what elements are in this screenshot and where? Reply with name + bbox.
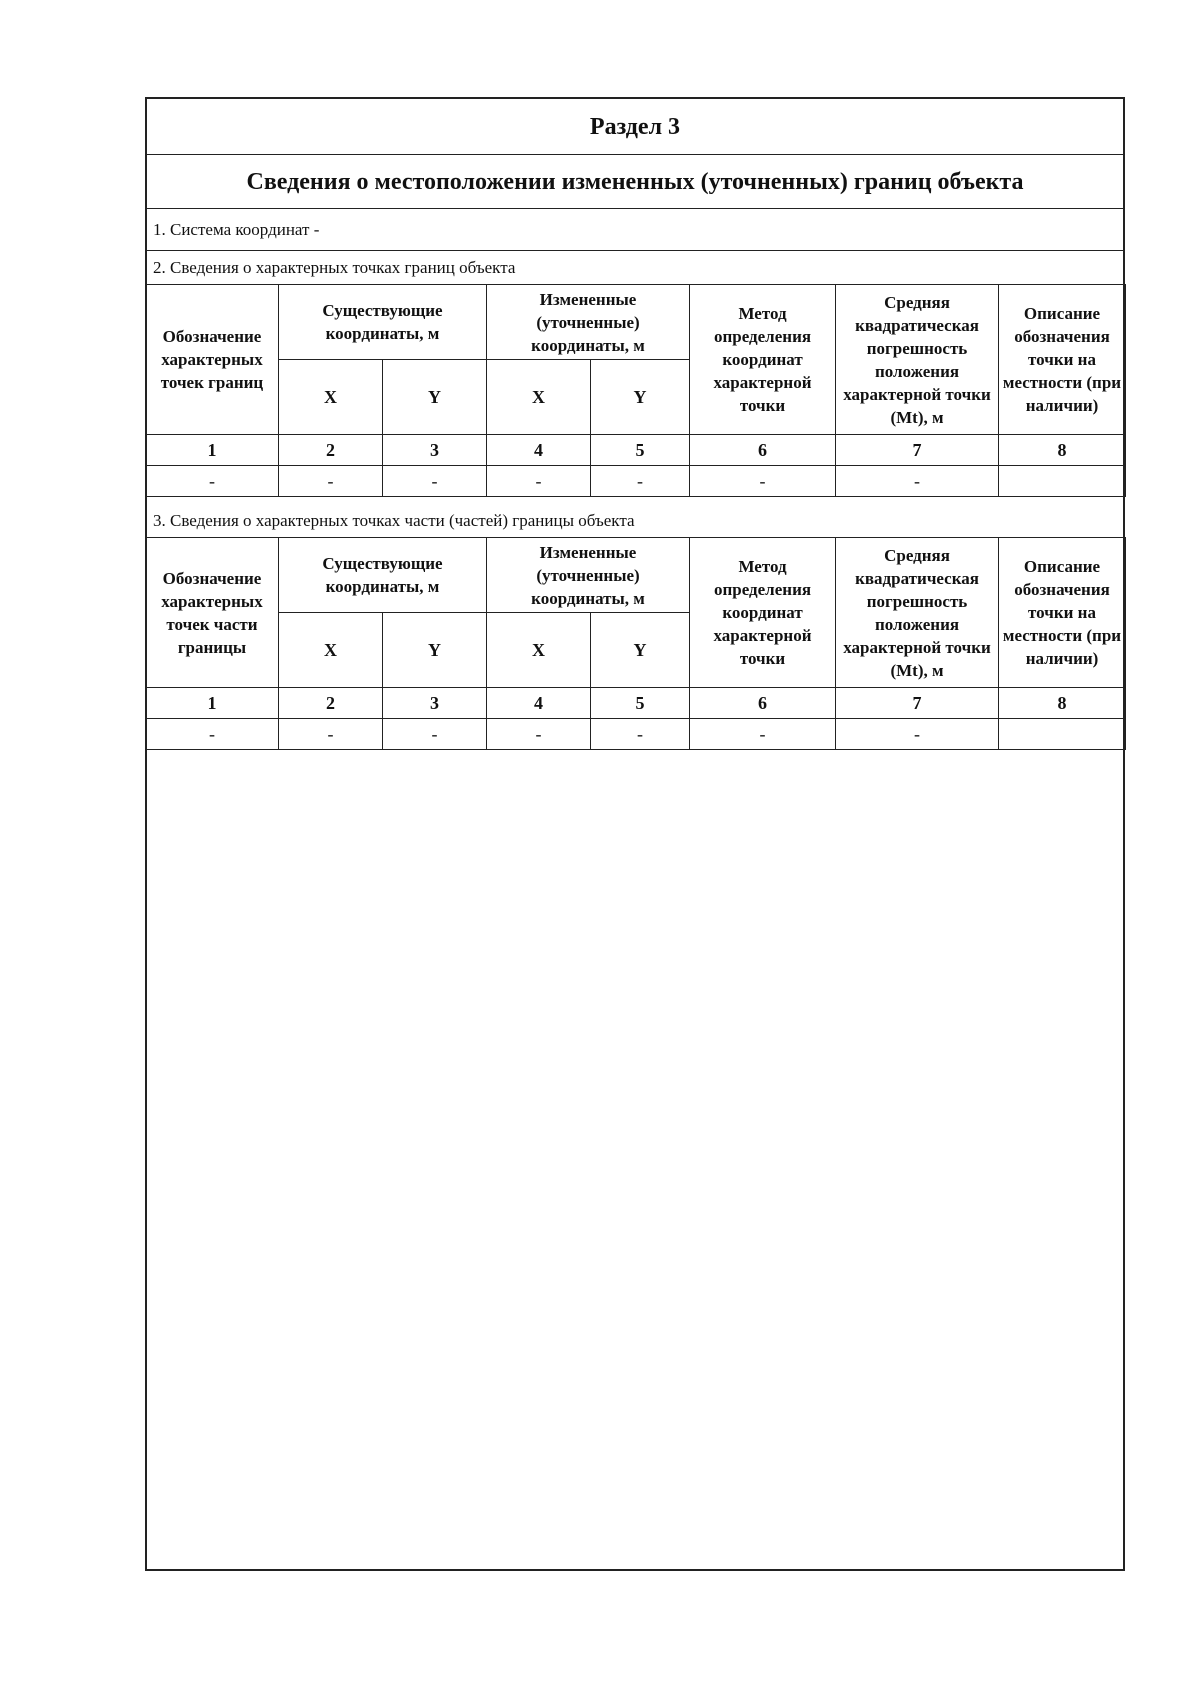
- table-cell: [999, 466, 1126, 497]
- boundary-points-table: [145, 284, 1126, 497]
- table-cell: [999, 719, 1126, 750]
- header-error: Средняя квадратическая погрешность положения характерной точки (Mt), м: [836, 538, 999, 688]
- column-number: 4: [487, 688, 591, 719]
- table-cell: -: [690, 466, 836, 497]
- table-cell: -: [836, 466, 999, 497]
- header-x-changed: X: [487, 360, 591, 435]
- coordinate-system-line: 1. Система координат -: [147, 209, 1123, 251]
- header-y-existing: Y: [383, 613, 487, 688]
- table-cell: -: [591, 719, 690, 750]
- section-title: Раздел 3: [147, 99, 1123, 155]
- column-number: 6: [690, 688, 836, 719]
- column-number: 7: [836, 435, 999, 466]
- column-number-row: [146, 435, 1126, 466]
- table-cell: -: [279, 719, 383, 750]
- header-existing-coords: Существующие координаты, м: [279, 285, 487, 360]
- header-changed-coords: Измененные (уточненные) координаты, м: [487, 538, 690, 613]
- section-subtitle: Сведения о местоположении измененных (уточненных) границ объекта: [147, 155, 1123, 209]
- column-number: 3: [383, 435, 487, 466]
- table-cell: -: [591, 466, 690, 497]
- table-cell: -: [487, 466, 591, 497]
- column-number: 7: [836, 688, 999, 719]
- header-designation: Обозначение характерных точек части границы: [146, 538, 279, 688]
- boundary-part-points-heading: 3. Сведения о характерных точках части (частей) границы объекта: [147, 504, 1123, 538]
- column-number: 8: [999, 688, 1126, 719]
- column-number: 2: [279, 688, 383, 719]
- column-number: 6: [690, 435, 836, 466]
- table-cell: -: [383, 466, 487, 497]
- column-number: 4: [487, 435, 591, 466]
- column-number: 2: [279, 435, 383, 466]
- header-x-existing: X: [279, 360, 383, 435]
- table-cell: -: [383, 719, 487, 750]
- column-number: 1: [146, 688, 279, 719]
- boundary-part-points-table: [145, 537, 1126, 750]
- header-changed-coords: Измененные (уточненные) координаты, м: [487, 285, 690, 360]
- boundary-points-heading: 2. Сведения о характерных точках границ объекта: [147, 251, 1123, 285]
- header-x-changed: X: [487, 613, 591, 688]
- header-method: Метод определения координат характерной точки: [690, 285, 836, 435]
- column-number-row: [146, 688, 1126, 719]
- header-y-changed: Y: [591, 613, 690, 688]
- header-y-changed: Y: [591, 360, 690, 435]
- table-row: [146, 466, 1126, 497]
- header-method: Метод определения координат характерной точки: [690, 538, 836, 688]
- section-frame: [145, 97, 1125, 1571]
- table-cell: -: [487, 719, 591, 750]
- table-cell: -: [146, 466, 279, 497]
- header-x-existing: X: [279, 613, 383, 688]
- header-y-existing: Y: [383, 360, 487, 435]
- column-number: 3: [383, 688, 487, 719]
- table-cell: -: [146, 719, 279, 750]
- header-existing-coords: Существующие координаты, м: [279, 538, 487, 613]
- column-number: 8: [999, 435, 1126, 466]
- table-row: [146, 719, 1126, 750]
- table-cell: -: [836, 719, 999, 750]
- table-cell: -: [279, 466, 383, 497]
- column-number: 1: [146, 435, 279, 466]
- header-description: Описание обозначения точки на местности (при наличии): [999, 538, 1126, 688]
- column-number: 5: [591, 435, 690, 466]
- header-description: Описание обозначения точки на местности (при наличии): [999, 285, 1126, 435]
- header-designation: Обозначение характерных точек границ: [146, 285, 279, 435]
- column-number: 5: [591, 688, 690, 719]
- header-error: Средняя квадратическая погрешность положения характерной точки (Mt), м: [836, 285, 999, 435]
- table-cell: -: [690, 719, 836, 750]
